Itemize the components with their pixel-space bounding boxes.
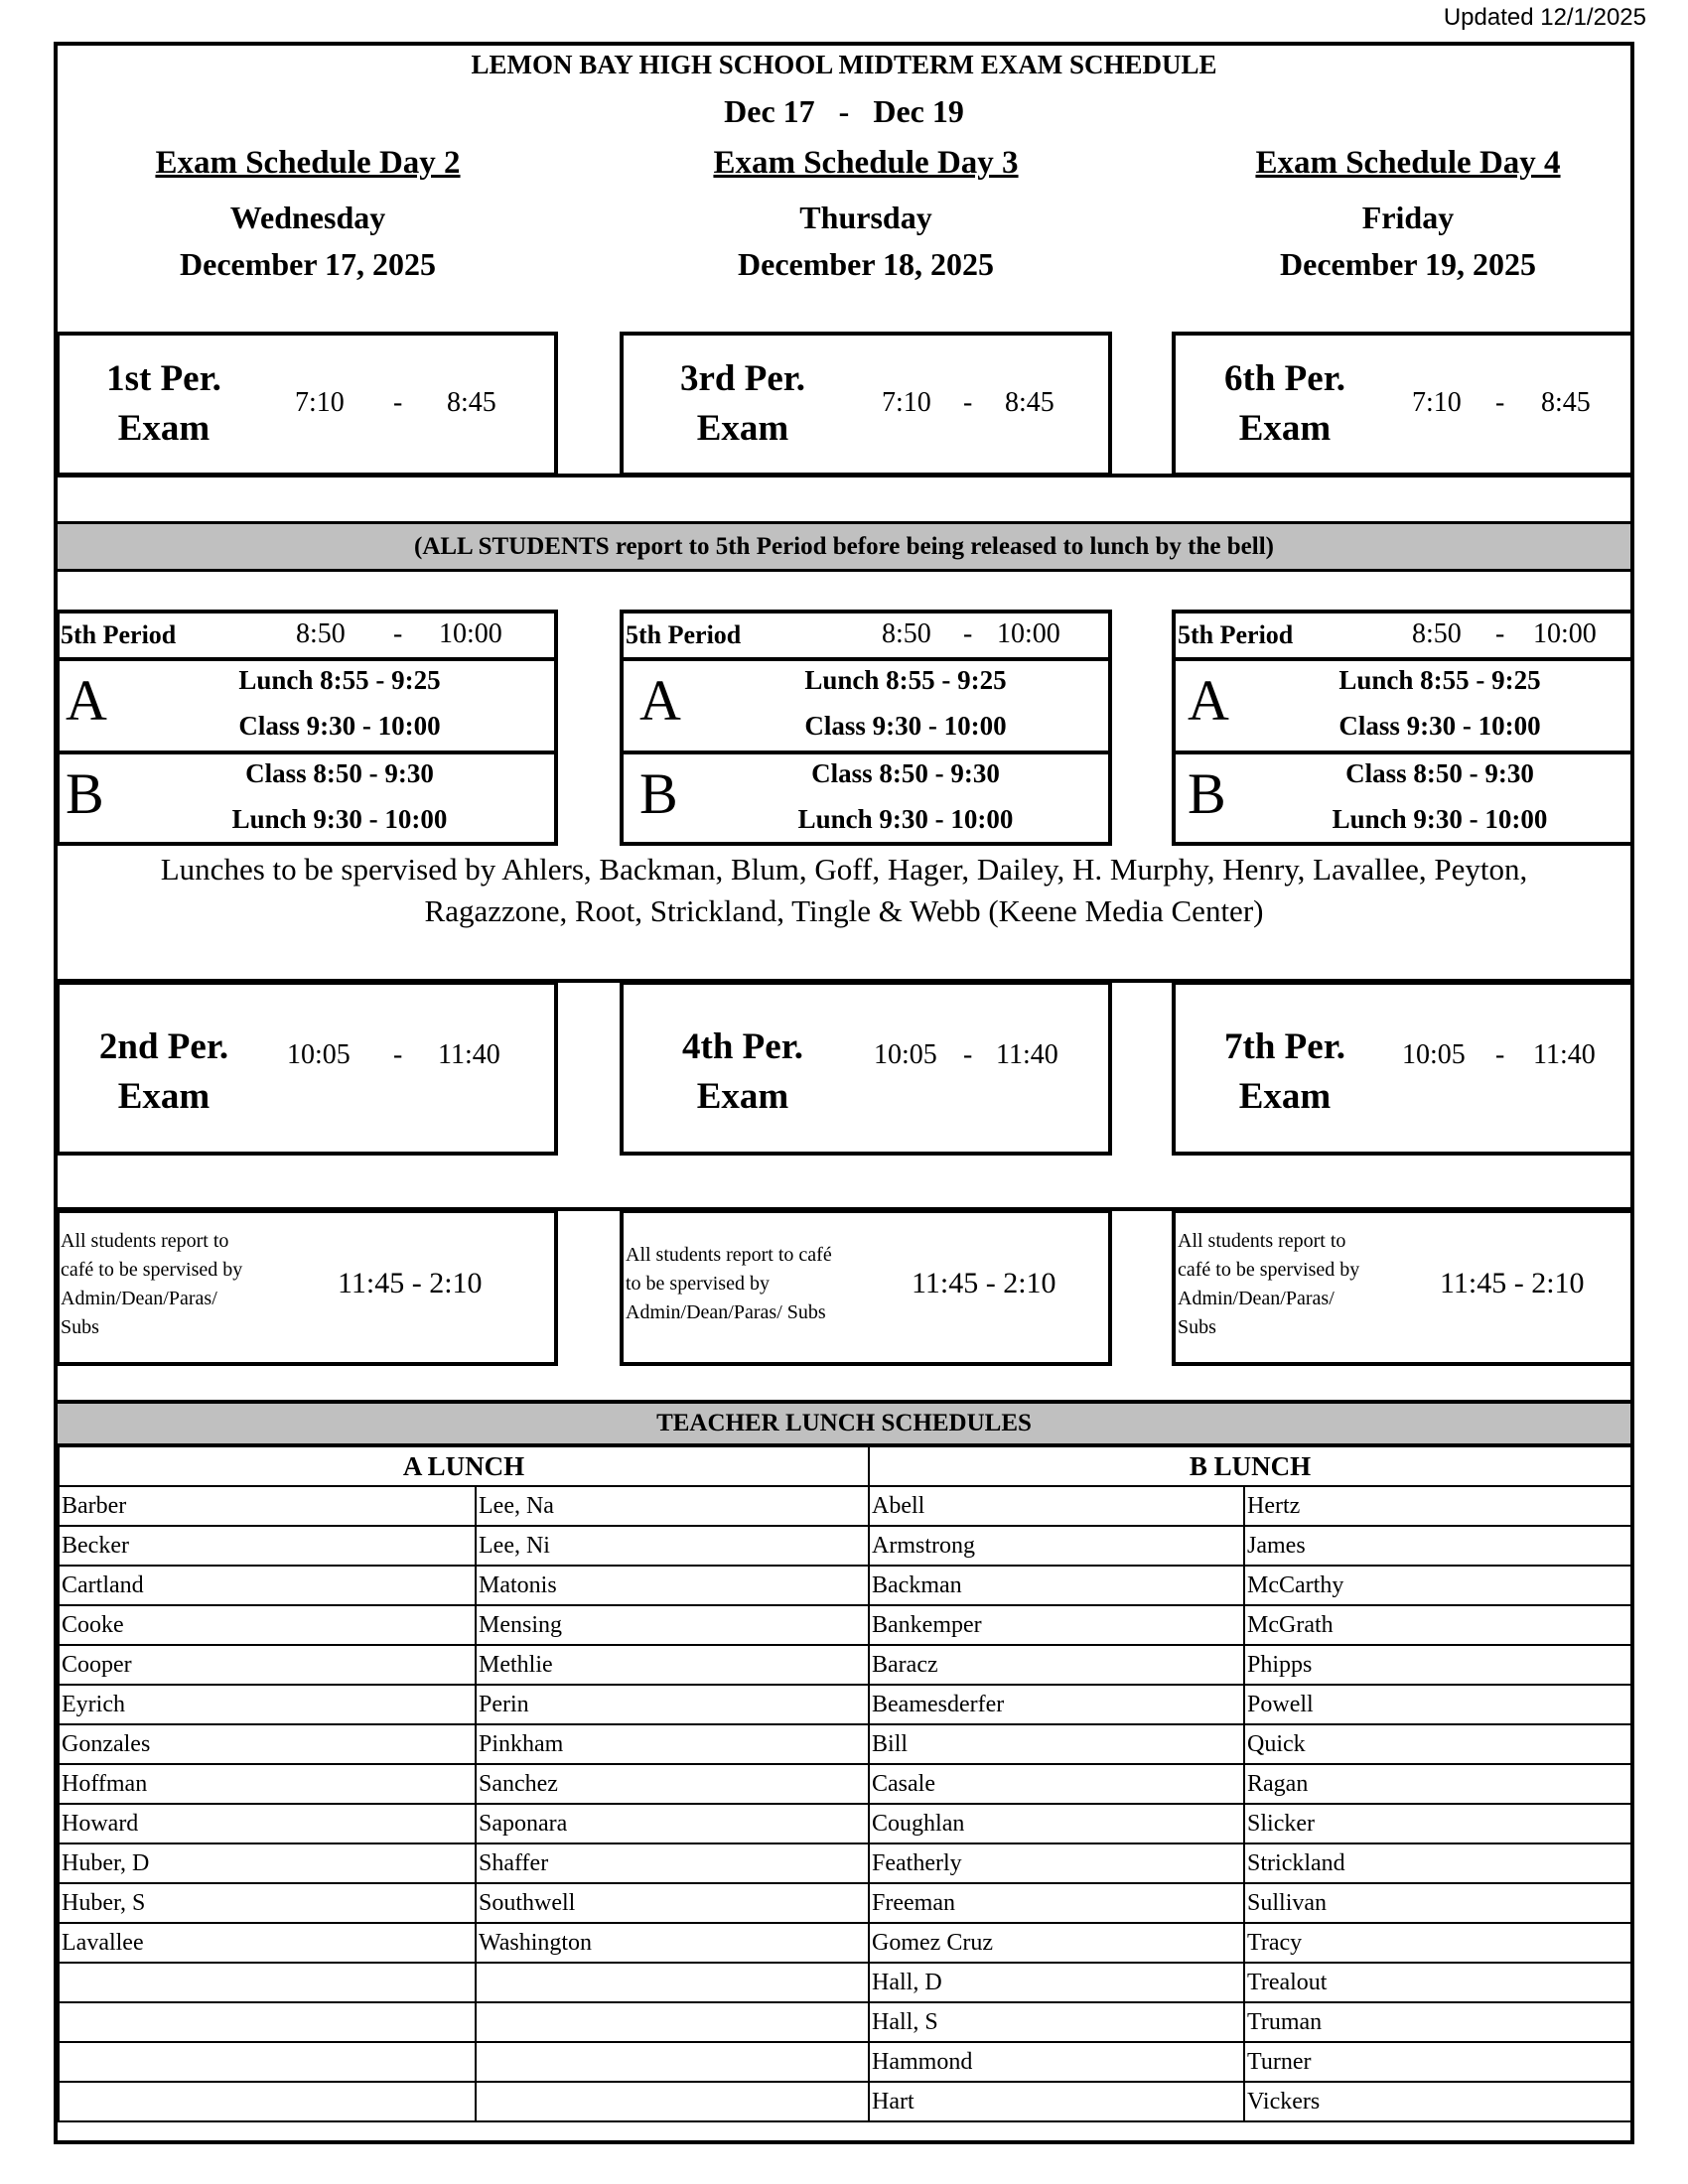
day4-exam1-sep: - [1495,387,1505,418]
teacher-name-cell: Ragan [1244,1764,1631,1804]
page-title: LEMON BAY HIGH SCHOOL MIDTERM EXAM SCHEDULE [471,50,1217,79]
teacher-name-cell: Mensing [476,1605,869,1645]
teacher-name-cell [476,2042,869,2082]
table-row [59,1605,1631,1645]
day3-cafe-line3: Admin/Dean/Paras/ Subs [626,1301,826,1323]
day2-cafe-line2: café to be spervised by [61,1259,243,1281]
table-row [59,2002,1631,2042]
day2-cafe-line3: Admin/Dean/Paras/ [61,1288,217,1309]
day4-cafe-time: 11:45 - 2:10 [1440,1267,1585,1299]
day3-exam1-end: 8:45 [1005,387,1055,418]
teacher-name-cell: Slicker [1244,1804,1631,1843]
day3-period5-sep: - [963,618,973,649]
day3-period5-end: 10:00 [997,618,1060,649]
day4-lunch-a-line2: Class 9:30 - 10:00 [1338,711,1541,741]
table-row [59,1883,1631,1923]
day4-period5-sep: - [1495,618,1505,649]
table-row [59,1526,1631,1566]
day3-exam2-label [633,1023,852,1122]
day2-cafe-time: 11:45 - 2:10 [338,1267,483,1299]
teacher-name-cell: Lavallee [59,1923,476,1963]
date-range [0,93,1688,130]
day4-exam1-start: 7:10 [1412,387,1462,418]
table-row [59,2042,1631,2082]
teacher-name-cell: Phipps [1244,1645,1631,1685]
teacher-lunch-body [59,1486,1631,2121]
day4-cafe-line2: café to be spervised by [1178,1259,1360,1281]
teacher-name-cell: Casale [869,1764,1244,1804]
teacher-name-cell: Howard [59,1804,476,1843]
day2-exam1-label-line1: 1st Per. [106,358,221,399]
lunch-supervision [58,849,1630,932]
table-row [59,1764,1631,1804]
day4-exam1-label [1176,354,1394,454]
day4-lunch-b-line2: Lunch 9:30 - 10:00 [1332,804,1548,834]
day3-lunch-b-line1: Class 8:50 - 9:30 [811,758,1000,788]
teacher-name-cell: Pinkham [476,1724,869,1764]
day2-lunch-b-line2: Lunch 9:30 - 10:00 [231,804,448,834]
teacher-name-cell: Cartland [59,1566,476,1605]
day3-lunch-b-line2: Lunch 9:30 - 10:00 [797,804,1014,834]
day2-exam2-label-line1: 2nd Per. [98,1026,229,1067]
day2-exam2-label-line2: Exam [117,1076,211,1117]
teacher-name-cell: Powell [1244,1685,1631,1724]
teacher-name-cell [59,2082,476,2121]
day3-cafe-text [626,1241,832,1327]
teacher-name-cell: Hart [869,2082,1244,2121]
day3-period5-start: 8:50 [882,618,931,649]
day2-exam2-label [55,1023,273,1122]
day4-heading: Exam Schedule Day 4 [1255,145,1561,181]
day3-cafe-line2: to be spervised by [626,1273,770,1295]
day3-heading: Exam Schedule Day 3 [713,145,1019,181]
day2-cafe-line4: Subs [61,1316,99,1338]
teacher-name-cell: James [1244,1526,1631,1566]
day4-period5-label: 5th Period [1178,620,1294,649]
day2-exam2-end: 11:40 [438,1039,500,1070]
day2-heading: Exam Schedule Day 2 [155,145,461,181]
teacher-name-cell: Perin [476,1685,869,1724]
day2-cafe-text [61,1227,242,1342]
day3-cafe-line1: All students report to café [626,1244,832,1266]
day3-lunch-b-letter: B [639,761,678,826]
teacher-name-cell: Hoffman [59,1764,476,1804]
day4-exam2-sep: - [1495,1039,1505,1070]
teacher-lunch-title: TEACHER LUNCH SCHEDULES [58,1404,1630,1445]
teacher-name-cell [476,1963,869,2002]
date-range-start: Dec 17 [724,93,815,129]
teacher-name-cell: Coughlan [869,1804,1244,1843]
lunch-supervision-line1: Lunches to be spervised by Ahlers, Backman, Blum, Goff, Hager, Dailey, H. Murphy, Henry, Lavallee, Peyton, [160,852,1528,887]
teacher-name-cell [59,2002,476,2042]
day2-lunch-b-letter: B [66,761,104,826]
day4-cafe-text [1178,1227,1359,1342]
teacher-name-cell: Gonzales [59,1724,476,1764]
teacher-name-cell: Hall, S [869,2002,1244,2042]
teacher-name-cell: Matonis [476,1566,869,1605]
day3-cafe-time: 11:45 - 2:10 [912,1267,1056,1299]
teacher-name-cell [59,2042,476,2082]
day4-cafe-line1: All students report to [1178,1230,1346,1252]
teacher-name-cell: Huber, D [59,1843,476,1883]
table-row [59,2082,1631,2121]
table-row [59,1685,1631,1724]
day4-lunch-a-letter: A [1188,668,1229,733]
day2-exam1-end: 8:45 [447,387,496,418]
day3-lunch-a-line2: Class 9:30 - 10:00 [804,711,1007,741]
teacher-name-cell: Hammond [869,2042,1244,2082]
day4-exam2-label [1176,1023,1394,1122]
teacher-name-cell: Sanchez [476,1764,869,1804]
day3-exam1-sep: - [963,387,973,418]
day2-lunch-a-letter: A [66,668,107,733]
day2-lunch-b-line1: Class 8:50 - 9:30 [245,758,434,788]
teacher-name-cell: Trealout [1244,1963,1631,2002]
day4-lunch-b-letter: B [1188,761,1226,826]
day3-exam1-label-line1: 3rd Per. [679,358,806,399]
table-row [59,1566,1631,1605]
teacher-name-cell [476,2002,869,2042]
day3-exam1-label [633,354,852,454]
day2-period5-start: 8:50 [296,618,346,649]
teacher-lunch-table [58,1445,1632,2122]
day4-exam2-start: 10:05 [1402,1039,1466,1070]
teacher-name-cell: Strickland [1244,1843,1631,1883]
day4-cafe-line3: Admin/Dean/Paras/ [1178,1288,1335,1309]
day2-period5-sep: - [393,618,403,649]
teacher-name-cell: Quick [1244,1724,1631,1764]
teacher-name-cell: Truman [1244,2002,1631,2042]
teacher-name-cell: Cooper [59,1645,476,1685]
day2-cafe-line1: All students report to [61,1230,229,1252]
day4-weekday: Friday [1361,200,1455,235]
day4-date: December 19, 2025 [1280,246,1536,282]
teacher-name-cell: Turner [1244,2042,1631,2082]
teacher-name-cell: Abell [869,1486,1244,1526]
teacher-name-cell: Barber [59,1486,476,1526]
teacher-name-cell [476,2082,869,2121]
day4-exam2-label-line2: Exam [1238,1076,1332,1117]
day2-lunch-a-line1: Lunch 8:55 - 9:25 [238,665,441,695]
day2-period5-label: 5th Period [61,620,177,649]
teacher-name-cell: Eyrich [59,1685,476,1724]
teacher-name-cell: Featherly [869,1843,1244,1883]
day2-period5-divider [56,751,558,754]
day3-period5-divider [620,751,1112,754]
date-range-end: Dec 19 [873,93,964,129]
teacher-name-cell [59,1963,476,2002]
day4-exam2-end: 11:40 [1533,1039,1596,1070]
day3-lunch-a-letter: A [639,668,681,733]
teacher-lunch-header-row [59,1446,1631,1486]
day3-exam1-start: 7:10 [882,387,931,418]
day2-period5-divider [56,657,558,661]
day3-weekday: Thursday [799,200,932,235]
table-row [59,1724,1631,1764]
day4-lunch-a-line1: Lunch 8:55 - 9:25 [1338,665,1541,695]
divider-line [56,474,1634,478]
students-banner: (ALL STUDENTS report to 5th Period before being released to lunch by the bell) [58,521,1630,572]
day4-cafe-line4: Subs [1178,1316,1216,1338]
table-row [59,1963,1631,2002]
day2-exam2-start: 10:05 [287,1039,351,1070]
teacher-name-cell: Saponara [476,1804,869,1843]
teacher-name-cell: Bill [869,1724,1244,1764]
b-lunch-header: B LUNCH [869,1446,1631,1486]
table-row [59,1804,1631,1843]
day3-exam2-label-line1: 4th Per. [682,1026,803,1067]
teacher-name-cell: Huber, S [59,1883,476,1923]
teacher-name-cell: Southwell [476,1883,869,1923]
day2-exam2-sep: - [393,1039,403,1070]
a-lunch-header: A LUNCH [59,1446,869,1486]
day2-date: December 17, 2025 [180,246,436,282]
day4-period5-start: 8:50 [1412,618,1462,649]
day2-exam1-label-line2: Exam [117,408,211,449]
teacher-name-cell: Cooke [59,1605,476,1645]
lunch-supervision-line2: Ragazzone, Root, Strickland, Tingle & Webb (Keene Media Center) [424,893,1264,928]
day2-lunch-a-line2: Class 9:30 - 10:00 [238,711,441,741]
day3-date: December 18, 2025 [738,246,994,282]
table-row [59,1843,1631,1883]
teacher-name-cell: Lee, Na [476,1486,869,1526]
day4-period5-end: 10:00 [1533,618,1597,649]
day2-exam1-start: 7:10 [295,387,345,418]
day3-exam1-label-line2: Exam [696,408,789,449]
day4-exam1-end: 8:45 [1541,387,1591,418]
teacher-name-cell: Methlie [476,1645,869,1685]
teacher-name-cell: Bankemper [869,1605,1244,1645]
teacher-name-cell: Gomez Cruz [869,1923,1244,1963]
day2-weekday: Wednesday [229,200,386,235]
day4-exam1-label-line2: Exam [1238,408,1332,449]
day4-lunch-b-line1: Class 8:50 - 9:30 [1345,758,1534,788]
teacher-name-cell: Armstrong [869,1526,1244,1566]
teacher-name-cell: Tracy [1244,1923,1631,1963]
table-row [59,1486,1631,1526]
day3-lunch-a-line1: Lunch 8:55 - 9:25 [804,665,1007,695]
day4-exam2-label-line1: 7th Per. [1224,1026,1345,1067]
teacher-name-cell: Hall, D [869,1963,1244,2002]
teacher-name-cell: Becker [59,1526,476,1566]
day3-exam2-sep: - [963,1039,973,1070]
updated-date: Updated 12/1/2025 [1443,4,1646,31]
teacher-name-cell: Beamesderfer [869,1685,1244,1724]
day4-period5-divider [1172,657,1634,661]
teacher-name-cell: Shaffer [476,1843,869,1883]
teacher-name-cell: McCarthy [1244,1566,1631,1605]
teacher-name-cell: McGrath [1244,1605,1631,1645]
day3-exam2-start: 10:05 [874,1039,937,1070]
day4-period5-divider [1172,751,1634,754]
teacher-name-cell: Baracz [869,1645,1244,1685]
teacher-name-cell: Freeman [869,1883,1244,1923]
teacher-name-cell: Lee, Ni [476,1526,869,1566]
day3-period5-label: 5th Period [626,620,742,649]
day2-exam1-label [55,354,273,454]
day3-exam2-end: 11:40 [996,1039,1058,1070]
table-row [59,1923,1631,1963]
teacher-name-cell: Vickers [1244,2082,1631,2121]
day3-exam2-label-line2: Exam [696,1076,789,1117]
day2-exam1-sep: - [393,387,403,418]
day4-exam1-label-line1: 6th Per. [1224,358,1345,399]
day2-period5-end: 10:00 [439,618,502,649]
teacher-name-cell: Washington [476,1923,869,1963]
teacher-name-cell: Backman [869,1566,1244,1605]
teacher-name-cell: Hertz [1244,1486,1631,1526]
date-range-sep: - [838,93,850,129]
table-row [59,1645,1631,1685]
day3-period5-divider [620,657,1112,661]
teacher-name-cell: Sullivan [1244,1883,1631,1923]
